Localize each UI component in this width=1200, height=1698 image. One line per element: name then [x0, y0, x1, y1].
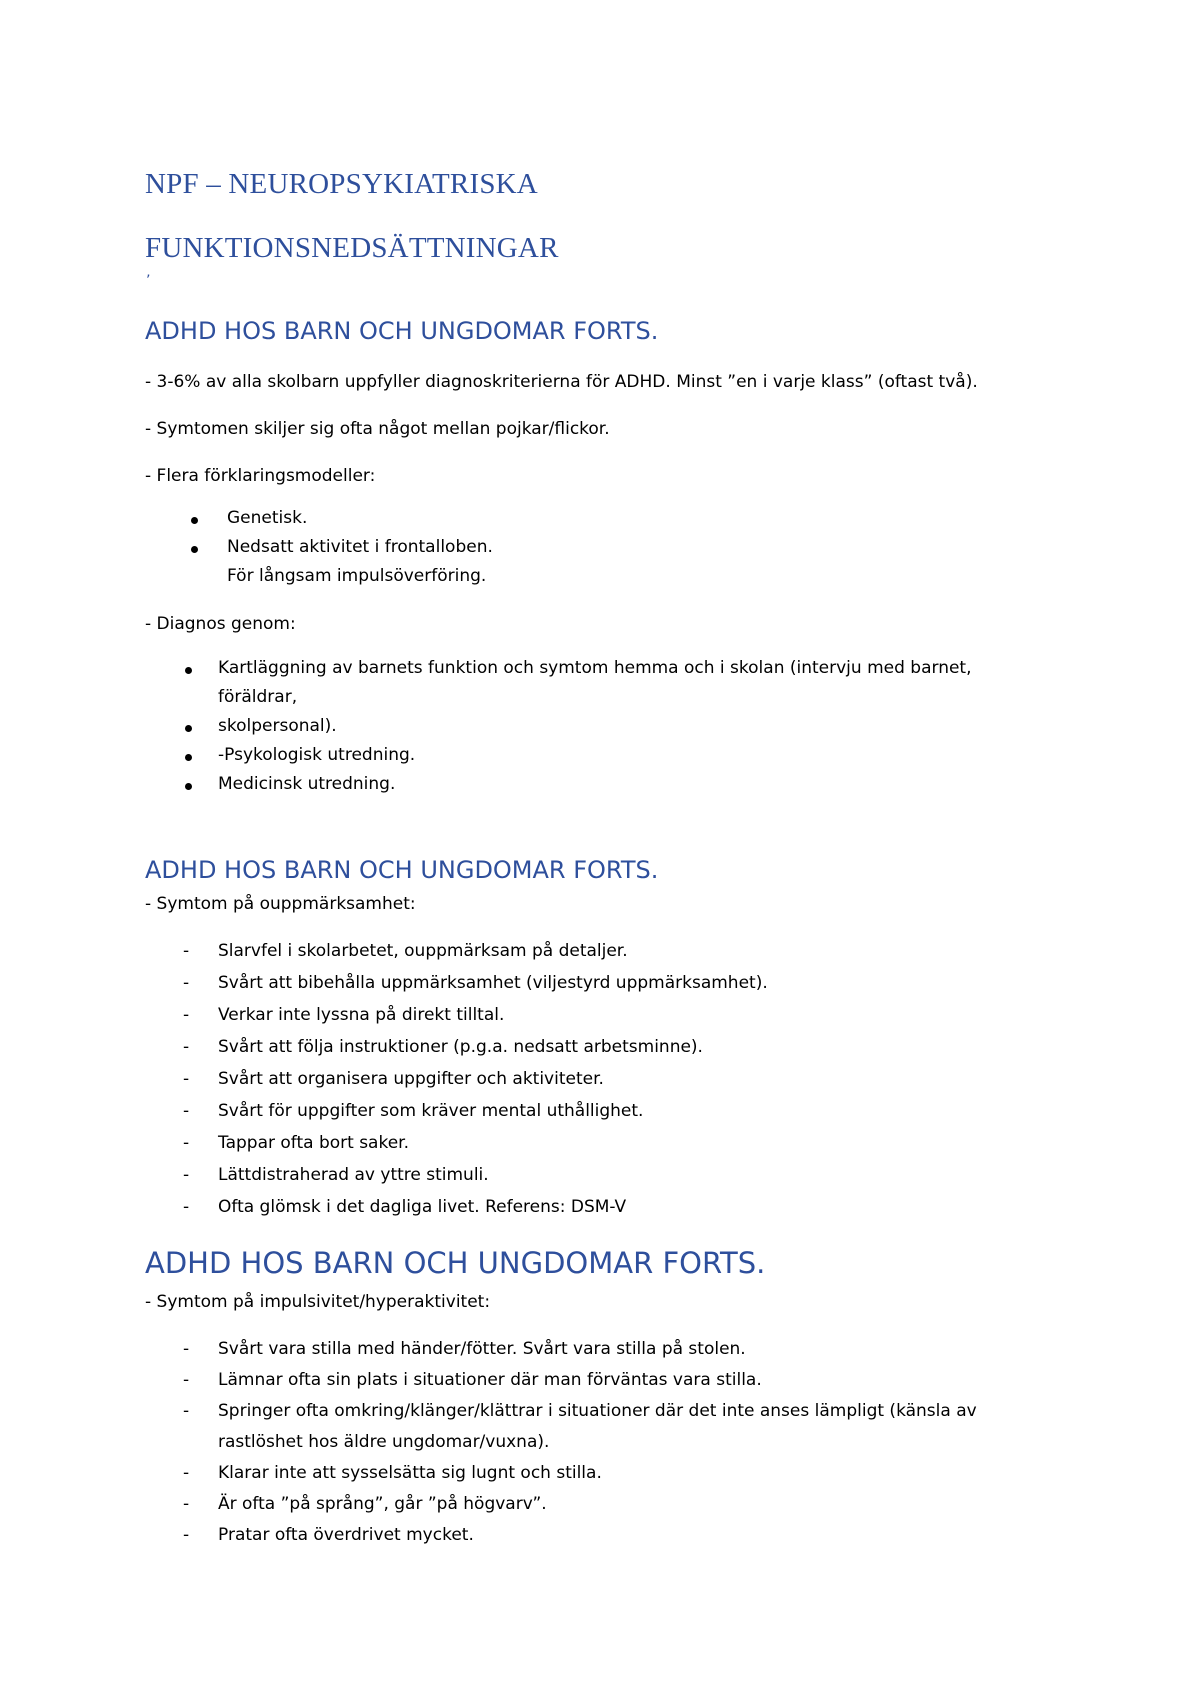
- section1-para3: - Flera förklaringsmodeller:: [145, 466, 376, 486]
- diagnos-item: -Psykologisk utredning.: [218, 745, 416, 765]
- symptom-item-continuation: rastlöshet hos äldre ungdomar/vuxna).: [218, 1432, 550, 1452]
- symptom-item: Svårt att bibehålla uppmärksamhet (viljestyrd uppmärksamhet).: [218, 973, 768, 993]
- symptom-item: Svårt att organisera uppgifter och aktiviteter.: [218, 1069, 604, 1089]
- section1-para4: - Diagnos genom:: [145, 614, 296, 634]
- symptom-item: Ofta glömsk i det dagliga livet. Referens: DSM-V: [218, 1197, 627, 1217]
- list-dash: -: [183, 1165, 190, 1185]
- symptom-item: Lättdistraherad av yttre stimuli.: [218, 1165, 489, 1185]
- diagnos-item: Medicinsk utredning.: [218, 774, 396, 794]
- symptom-item: Är ofta ”på språng”, går ”på högvarv”.: [218, 1494, 547, 1514]
- section3-heading: ADHD HOS BARN OCH UNGDOMAR FORTS.: [145, 1246, 766, 1280]
- symptom-item: Pratar ofta överdrivet mycket.: [218, 1525, 474, 1545]
- section1-heading: ADHD HOS BARN OCH UNGDOMAR FORTS.: [145, 317, 659, 345]
- list-dash: -: [183, 1101, 190, 1121]
- list-dash: -: [183, 1525, 190, 1545]
- section2-heading: ADHD HOS BARN OCH UNGDOMAR FORTS.: [145, 856, 659, 884]
- section3-intro: - Symtom på impulsivitet/hyperaktivitet:: [145, 1292, 491, 1312]
- symptom-item: Verkar inte lyssna på direkt tilltal.: [218, 1005, 505, 1025]
- list-dash: -: [183, 1370, 190, 1390]
- list-dash: -: [183, 1133, 190, 1153]
- list-dash: -: [183, 941, 190, 961]
- list-dash: -: [183, 973, 190, 993]
- list-dash: -: [183, 1494, 190, 1514]
- diagnos-item: skolpersonal).: [218, 716, 337, 736]
- bullet-dot: [185, 725, 192, 732]
- diagnos-item-continuation: föräldrar,: [218, 687, 298, 707]
- bullet-dot: [185, 667, 192, 674]
- list-dash: -: [183, 1339, 190, 1359]
- section2-intro: - Symtom på ouppmärksamhet:: [145, 894, 416, 914]
- symptom-item: Svårt vara stilla med händer/fötter. Svårt vara stilla på stolen.: [218, 1339, 746, 1359]
- model-item-continuation: För långsam impulsöverföring.: [227, 566, 487, 586]
- section1-para1: - 3-6% av alla skolbarn uppfyller diagnoskriterierna för ADHD. Minst ”en i varje klass” (oftast två).: [145, 372, 978, 392]
- symptom-item: Slarvfel i skolarbetet, ouppmärksam på detaljer.: [218, 941, 628, 961]
- list-dash: -: [183, 1069, 190, 1089]
- symptom-item: Springer ofta omkring/klänger/klättrar i situationer där det inte anses lämpligt (känsla av: [218, 1401, 977, 1421]
- model-item: Nedsatt aktivitet i frontalloben.: [227, 537, 493, 557]
- symptom-item: Klarar inte att sysselsätta sig lugnt och stilla.: [218, 1463, 602, 1483]
- bullet-dot: [191, 517, 198, 524]
- stray-mark: ’: [146, 273, 151, 289]
- bullet-dot: [185, 754, 192, 761]
- section1-para2: - Symtomen skiljer sig ofta något mellan pojkar/flickor.: [145, 419, 610, 439]
- symptom-item: Tappar ofta bort saker.: [218, 1133, 410, 1153]
- symptom-item: Lämnar ofta sin plats i situationer där man förväntas vara stilla.: [218, 1370, 762, 1390]
- symptom-item: Svårt för uppgifter som kräver mental uthållighet.: [218, 1101, 644, 1121]
- list-dash: -: [183, 1197, 190, 1217]
- symptom-item: Svårt att följa instruktioner (p.g.a. nedsatt arbetsminne).: [218, 1037, 703, 1057]
- model-item: Genetisk.: [227, 508, 308, 528]
- doc-title-line1: NPF – NEUROPSYKIATRISKA: [145, 168, 538, 200]
- list-dash: -: [183, 1005, 190, 1025]
- list-dash: -: [183, 1401, 190, 1421]
- list-dash: -: [183, 1463, 190, 1483]
- bullet-dot: [185, 783, 192, 790]
- doc-title-line2: FUNKTIONSNEDSÄTTNINGAR: [145, 232, 559, 264]
- bullet-dot: [191, 546, 198, 553]
- list-dash: -: [183, 1037, 190, 1057]
- diagnos-item: Kartläggning av barnets funktion och symtom hemma och i skolan (intervju med barnet,: [218, 658, 972, 678]
